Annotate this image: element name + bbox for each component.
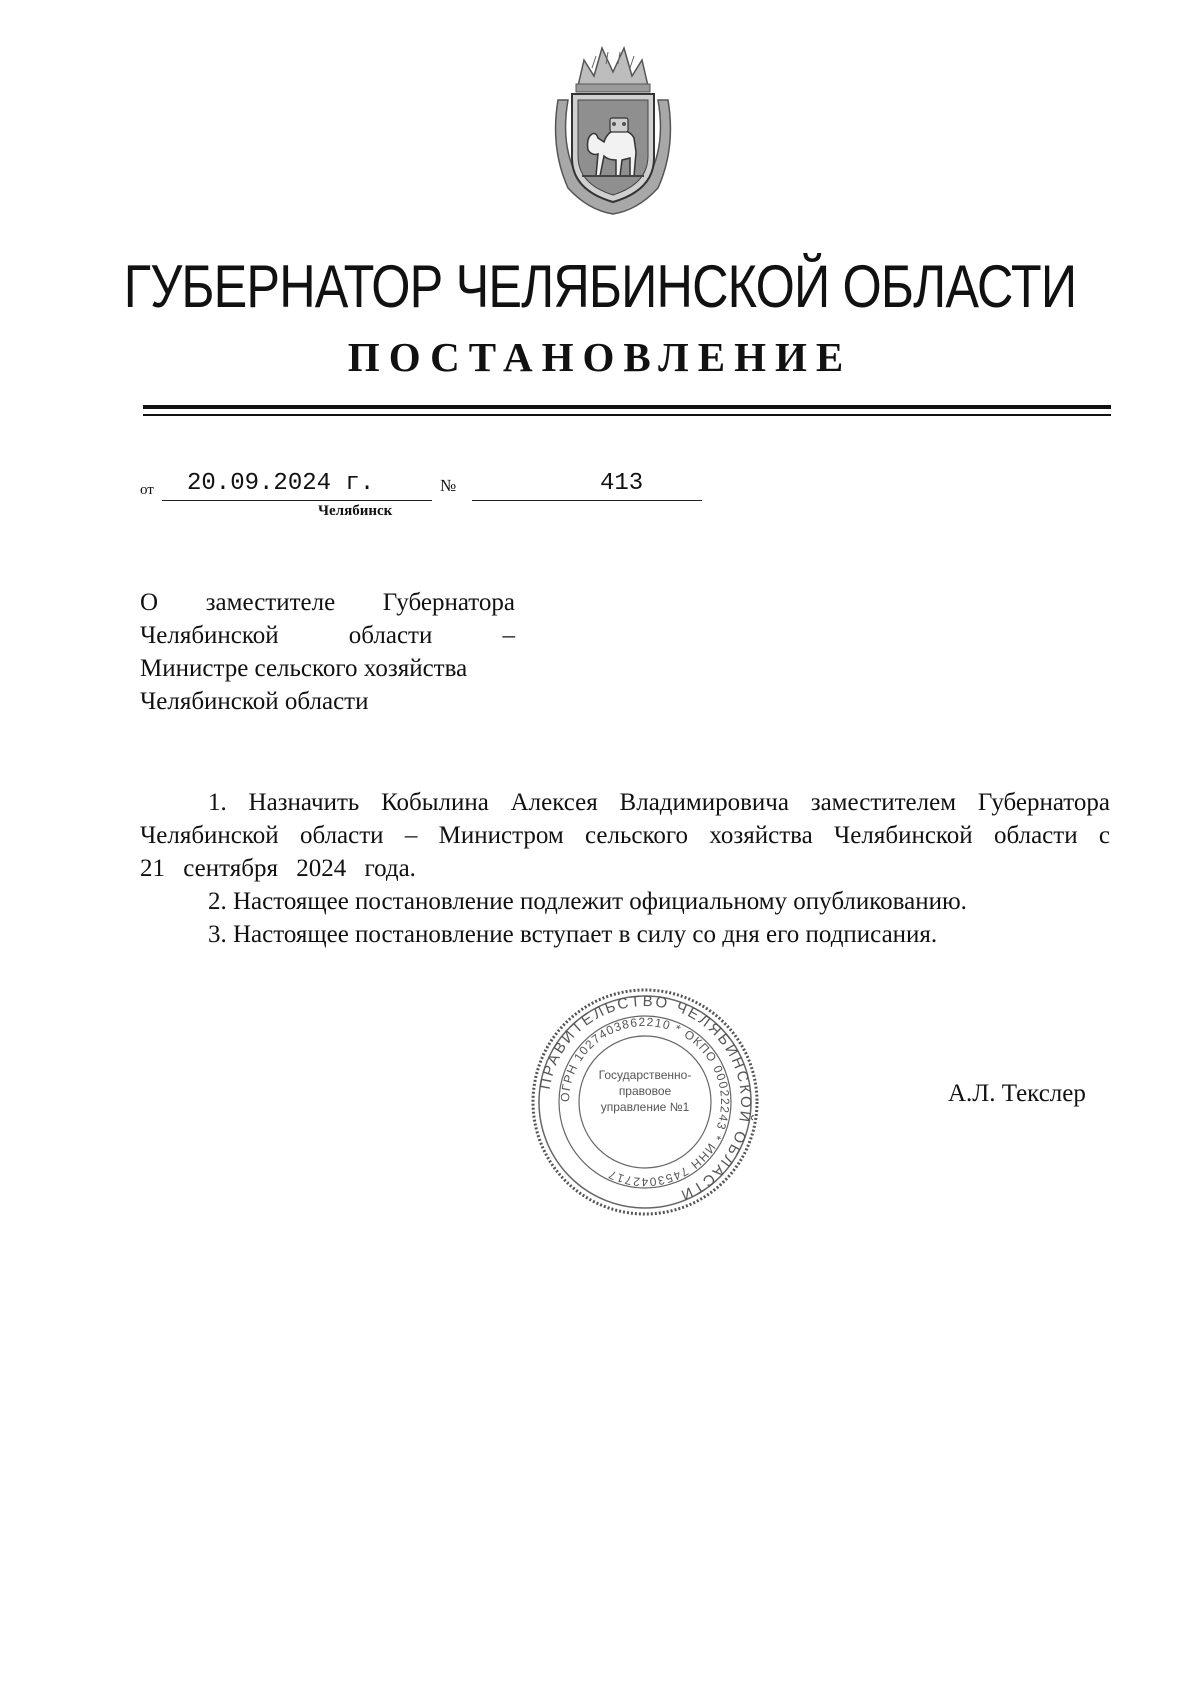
seal-outer-text: ПРАВИТЕЛЬСТВО ЧЕЛЯБИНСКОЙ ОБЛАСТИ	[536, 992, 755, 1205]
paragraph-1: 1. Назначить Кобылина Алексея Владимировича заместителем Губернатора Челябинской области – Министром сельского хозяйства Челябинской области с 21 сентября 2024 года.	[140, 789, 1110, 882]
paragraph-2: 2. Настоящее постановление подлежит официальному опубликованию.	[208, 888, 967, 915]
subject-line: О заместителе Губернатора	[140, 589, 515, 616]
document-body	[140, 786, 1110, 951]
document-date: 20.09.2024 г.	[162, 470, 432, 501]
header-divider-thick	[143, 405, 1111, 409]
organization-title: ГУБЕРНАТОР ЧЕЛЯБИНСКОЙ ОБЛАСТИ	[123, 253, 1077, 320]
official-seal-icon	[528, 985, 762, 1219]
date-label: от	[140, 482, 154, 498]
document-number: 413	[472, 470, 702, 501]
subject-line: Челябинской области	[140, 688, 369, 715]
document-type-title: ПОСТАНОВЛЕНИЕ	[347, 334, 853, 380]
seal-ring-text: ОГРН 1027403862210 * ОКПО 00022243 * ИНН 7453042717	[557, 1014, 733, 1190]
paragraph-3: 3. Настоящее постановление вступает в силу со дня его подписания.	[208, 921, 938, 948]
document-subject	[140, 586, 515, 718]
number-label: №	[440, 476, 457, 495]
coat-of-arms-icon	[548, 38, 678, 218]
signatory-name: А.Л. Текслер	[948, 1080, 1086, 1107]
document-meta-row	[140, 470, 680, 502]
subject-line: Челябинской области –	[140, 622, 515, 649]
seal-center-text: Государственно-правовое управление №1	[598, 1068, 692, 1114]
header-divider-thin	[143, 414, 1111, 416]
document-city: Челябинск	[318, 503, 393, 519]
subject-line: Министре сельского хозяйства	[140, 655, 468, 682]
